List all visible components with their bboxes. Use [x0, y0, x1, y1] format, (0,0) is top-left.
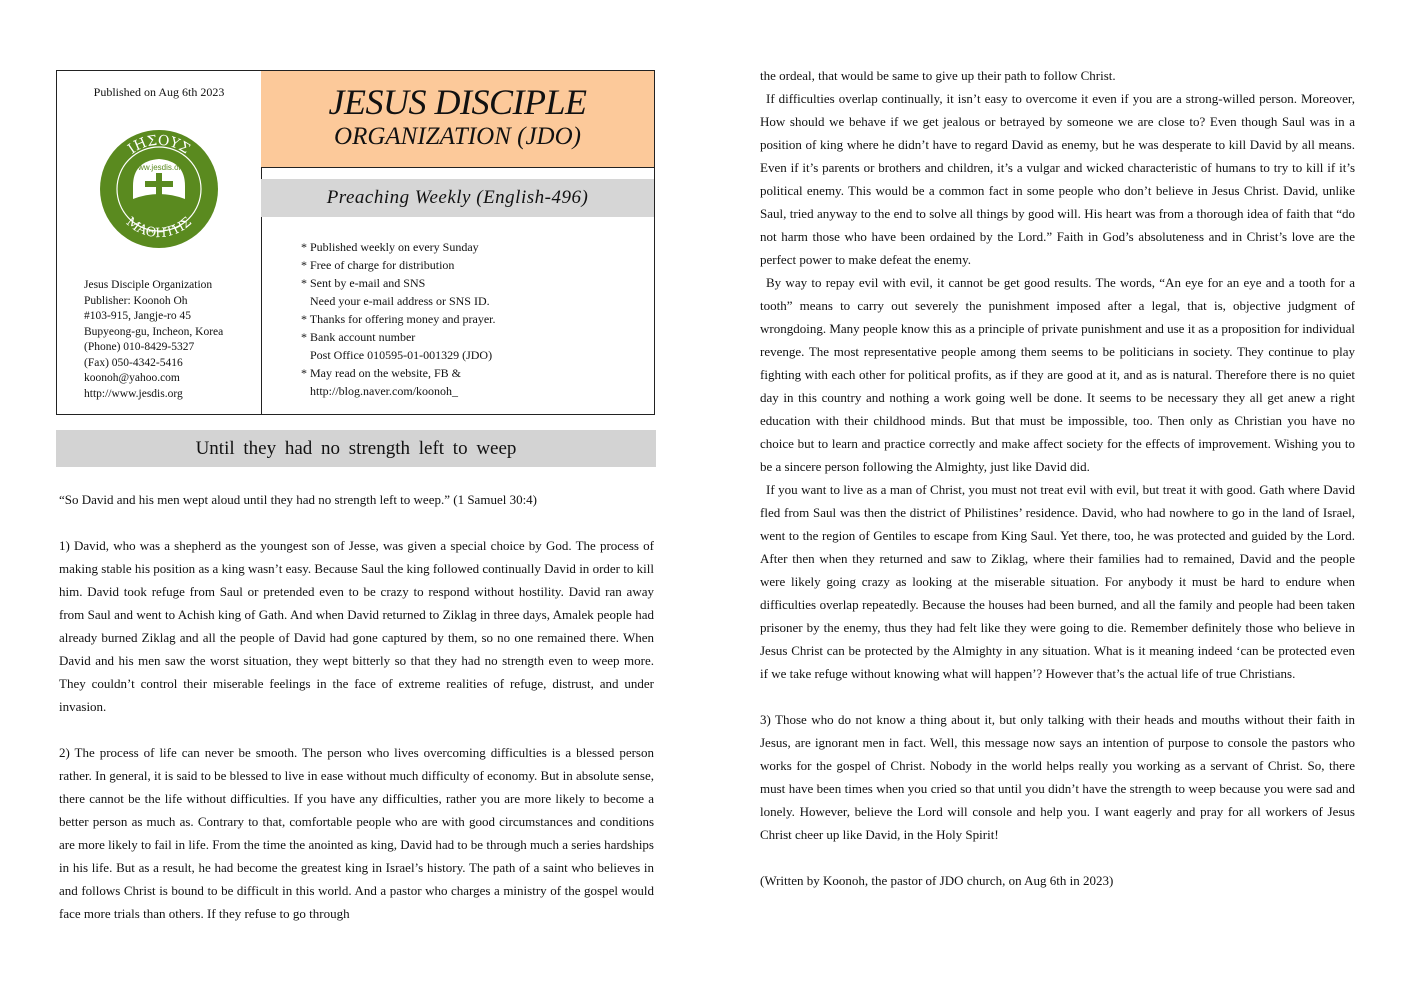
address-line1: #103-915, Jangje-ro 45: [84, 310, 191, 322]
email: koonoh@yahoo.com: [84, 372, 180, 384]
address-line2: Bupyeong-gu, Incheon, Korea: [84, 325, 224, 338]
phone: (Phone) 010-8429-5327: [84, 341, 195, 353]
paragraph-5: If you want to live as a man of Christ, you must not treat evil with evil, but treat it with good. Gath where David fled from Saul was then the district of Philistines’ residence. David, who had nowhere to go in the land of Israel, went to the region of Gentiles to escape from King Saul. Yet there, too, he was protected and guided by the Lord. After then when they returned and saw to Ziklag, where their families had to remained, David and the people were likely going crazy as looking at the miserable situation. For anybody it must be hard to endure when difficulties overlap repeatedly. Because the houses had been burned, and all the family and people had been taken prisoner by the enemy, thus they had felt like they were going to die. Remember definitely those who believe in Jesus Christ can be protected by the Almighty in any situation. What is it meaning indeed ‘can be protected even if we take refuge without knowing what will happen’? However that’s the actual life of true Christians.: [760, 482, 1355, 681]
fax: (Fax) 050-4342-5416: [84, 356, 183, 369]
scripture-verse: “So David and his men wept aloud until they had no strength left to weep.” (1 Samuel 30:4): [59, 492, 538, 507]
paragraph-4: By way to repay evil with evil, it cannot be get good results. The words, “An eye for an eye and a tooth for a tooth” means to carry out severely the punishment imposed after a legal, that is, objective judgment of wrongdoing. Many people know this as a principle of private punishment and use it as a proposition for individual revenge. The most representative people among them seems to be politicians in society. They continue to play fighting with each other for political profits, as if they are good at it, and as is natural. Therefore there is no quiet day in this country and nothing a work going well be done. It seems to be necessary they all get anew a right education with their childhood minds. But that must be impossible, too. Then only as Christian you have no choice but to learn and practice correctly and make affect society for the effects of improvement. Wishing you to be a sincere person following the Almighty, just like David did.: [760, 275, 1355, 474]
header-info-panel: [57, 71, 262, 414]
note-item: http://blog.naver.com/koonoh_: [301, 384, 458, 398]
title-line1: JESUS DISCIPLE: [328, 82, 587, 122]
note-item: Post Office 010595-01-001329 (JDO): [301, 348, 493, 362]
paragraph-2: 2) The process of life can never be smooth. The person who lives overcoming difficulties is a blessed person rather. In general, it is said to be blessed to live in ease without much difficulty of economy. But in absolute sense, there cannot be the life without difficulties. If you have any difficulties, rather you are more likely to become a better person as much as. Contrary to that, comfortable people who are with good circumstances and conditions are more likely to fail in life. From the time the anointed as king, David had to be through much a series hardships in his life. But as a result, he had become the greatest king in Israel’s history. The path of a saint who believes in and follows Christ is bound to be difficult in this world. And a pastor who charges a ministry of the gospel would face more trials than others. If they refuse to go through: [59, 745, 654, 921]
sermon-title: Until they had no strength left to weep: [56, 430, 656, 467]
note-item: * Free of charge for distribution: [301, 258, 455, 272]
paragraph-6: 3) Those who do not know a thing about it, but only talking with their heads and mouths without their faith in Jesus, are ignorant men in fact. Well, this message now says an intention of purpose to console the pastors who works for the gospel of Christ. Nobody in the world helps really you working as a servant of Christ. So, there must have been times when you cried so that until you didn’t have the strength to weep because you were sad and lonely. However, believe the Lord will console and help you. I want eagerly and pray for all workers of Jesus Christ cheer up like David, in the Holy Spirit!: [760, 712, 1355, 842]
logo-top-text: ΙΗΣΟΥΣ: [125, 132, 193, 158]
paragraph-1: 1) David, who was a shepherd as the youngest son of Jesse, was given a special choice by God. The process of making stable his position as a king wasn’t easy. Because Saul the king followed continually David in order to kill him. David took refuge from Saul or pretended even to be crazy to respond without hostility. David ran away from Saul and went to Achish king of Gath. And when David returned to Ziklag in three days, Amalek people had already burned Ziklag and all the people of David had gone captured by them, so no one remained there. When David and his men saw the worst situation, they wept bitterly so that they had no strength even to weep more. They couldn’t control their miserable feelings in the face of extreme realities of refuge, distrust, and under invasion.: [59, 538, 654, 714]
author-signature: (Written by Koonoh, the pastor of JDO church, on Aug 6th in 2023): [760, 873, 1114, 888]
masthead-title: [261, 71, 654, 168]
note-item: * Sent by e-mail and SNS: [301, 276, 426, 290]
note-item: Need your e-mail address or SNS ID.: [301, 294, 490, 308]
logo-bottom-text: ΜΑΘΗΤΗΣ: [123, 214, 195, 242]
publisher: Publisher: Koonoh Oh: [84, 294, 188, 307]
masthead-subtitle: Preaching Weekly (English-496): [261, 179, 654, 217]
paragraph-2-continued: the ordeal, that would be same to give up their path to follow Christ.: [760, 68, 1116, 83]
logo-url-text: www.jesdis.org: [132, 163, 186, 172]
publish-date: Published on Aug 6th 2023: [93, 85, 225, 99]
title-line2: ORGANIZATION (JDO): [334, 123, 581, 150]
note-item: * May read on the website, FB &: [301, 366, 461, 380]
publication-notes: [301, 238, 496, 400]
left-column: [59, 488, 654, 925]
jdo-logo-icon: [99, 129, 219, 249]
website: http://www.jesdis.org: [84, 387, 183, 400]
note-item: * Bank account number: [301, 330, 416, 344]
note-item: * Thanks for offering money and prayer.: [301, 312, 496, 326]
newsletter-header: [56, 70, 655, 415]
org-name: Jesus Disciple Organization: [84, 279, 213, 291]
right-column: [760, 64, 1355, 892]
note-item: * Published weekly on every Sunday: [301, 240, 479, 254]
org-contact-info: [84, 278, 223, 402]
paragraph-3: If difficulties overlap continually, it isn’t easy to overcome it even if you are a strong-willed person. Moreover, How should we behave if we get jealous or betrayed by someone we are close to? Even though Saul was in a position of king where he didn’t have to regard David as enemy, but he was desperate to kill David by all means. Even if it’s parents or brothers and children, it’s a vulgar and wicked characteristic of humans to try to kill if it’s political enemy. This would be a common fact in some people who don’t believe in Jesus Christ. David, unlike Saul, tried anyway to the end to solve all things by good will. His heart was from a thorough idea of faith that “do not harm those who have been ordained by the Lord.” Faith in God’s absoluteness and in Christ’s love are the perfect power to make defeat the enemy.: [760, 91, 1355, 267]
